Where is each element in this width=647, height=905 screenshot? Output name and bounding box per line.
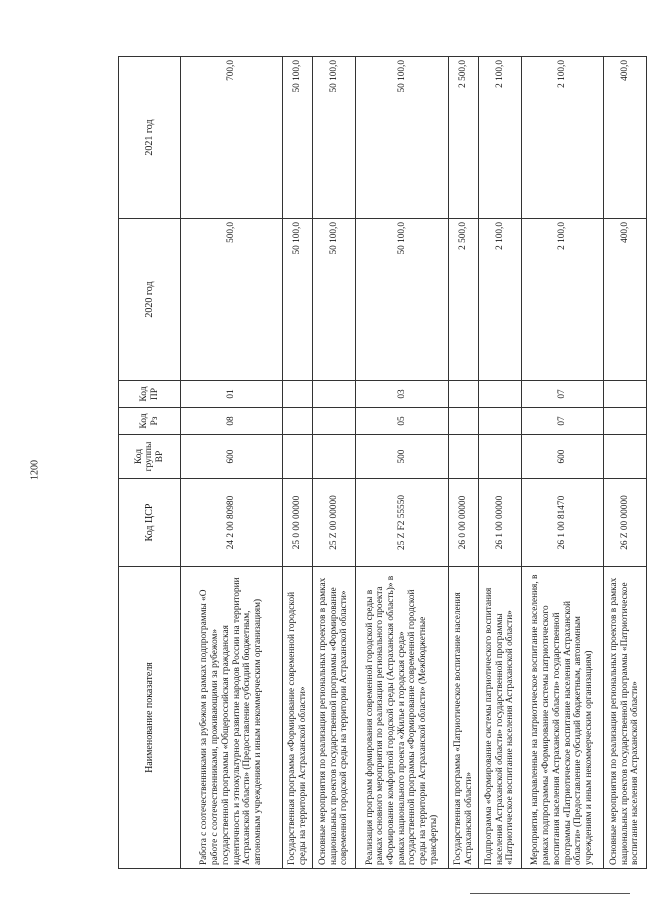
row-vr: 600 [522, 435, 604, 479]
row-name: Подпрограмма «Формирование системы патриотического воспитания населения Астраханской области» государственной программы «Патриотическое воспитание населения Астраханской области» [479, 567, 522, 869]
row-rz [313, 408, 356, 435]
row-2020: 500,0 [181, 219, 283, 381]
page-number: 1200 [29, 460, 41, 480]
row-2021: 700,0 [181, 57, 283, 219]
table-row [449, 57, 479, 869]
row-pr [449, 381, 479, 408]
row-name: Основные мероприятия по реализации региональных проектов в рамках национальных проектов государственной программы «Формирование современной городской среды на территории Астраханской области» [313, 567, 356, 869]
rotated-table-container [118, 57, 641, 869]
header-csr: Код ЦСР [119, 479, 181, 567]
row-2021: 50 100,0 [356, 57, 449, 219]
row-csr: 26 1 00 81470 [522, 479, 604, 567]
row-csr: 25 Z F2 55550 [356, 479, 449, 567]
header-rz: Код Рз [119, 408, 181, 435]
row-rz [604, 408, 647, 435]
row-csr: 25 0 00 00000 [283, 479, 313, 567]
header-pr: Код ПР [119, 381, 181, 408]
table-row [356, 57, 449, 869]
row-2021: 2 100,0 [522, 57, 604, 219]
row-pr [283, 381, 313, 408]
row-name: Мероприятия, направленные на патриотическое воспитание населения, в рамках подпрограммы «Формирование системы патриотического воспитания населения Астраханской области» государственной программы «Патриотическое воспитание населения Астраханской области» (Предоставление субсидий бюджетным, автономным учреждениям и иным некоммерческим организациям) [522, 567, 604, 869]
row-name: Государственная программа «Формирование современной городской среды на территории Астраханской области» [283, 567, 313, 869]
row-rz [449, 408, 479, 435]
row-pr: 01 [181, 381, 283, 408]
header-vr: Код группы ВР [119, 435, 181, 479]
row-2020: 50 100,0 [313, 219, 356, 381]
row-vr: 500 [356, 435, 449, 479]
row-csr: 25 Z 00 00000 [313, 479, 356, 567]
row-2021: 2 500,0 [449, 57, 479, 219]
row-csr: 26 Z 00 00000 [604, 479, 647, 567]
row-vr [479, 435, 522, 479]
row-2021: 50 100,0 [283, 57, 313, 219]
row-rz [283, 408, 313, 435]
row-name: Государственная программа «Патриотическое воспитание населения Астраханской области» [449, 567, 479, 869]
row-rz: 07 [522, 408, 604, 435]
table-row [522, 57, 604, 869]
table-header-row [119, 57, 181, 869]
table-row [604, 57, 647, 869]
row-rz [479, 408, 522, 435]
row-2020: 50 100,0 [283, 219, 313, 381]
row-2020: 2 100,0 [522, 219, 604, 381]
row-pr [479, 381, 522, 408]
row-vr [283, 435, 313, 479]
header-2020: 2020 год [119, 219, 181, 381]
row-pr: 07 [522, 381, 604, 408]
budget-table [118, 56, 647, 869]
row-name: Работа с соотечественниками за рубежом в рамках подпрограммы «О работе с соотечественниками, проживающими за рубежом» государственной программы «Общероссийская гражданская идентичность и этнокультурное развитие народов России на территории Астраханской области» (Предоставление субсидий бюджетным, автономным учреждениям и иным некоммерческим организациям) [181, 567, 283, 869]
row-name: Реализация программ формирования современной городской среды в рамках основного мероприятия по реализации регионального проекта «Формирование комфортной городской среды (Астраханская область)» в рамках национального проекта «Жилье и городская среда» государственной программы «Формирование современной городской среды на территории Астраханской области» (Межбюджетные трансферты) [356, 567, 449, 869]
row-rz: 08 [181, 408, 283, 435]
row-rz: 05 [356, 408, 449, 435]
header-name: Наименование показателя [119, 567, 181, 869]
row-csr: 24 2 00 80980 [181, 479, 283, 567]
row-vr [604, 435, 647, 479]
row-2020: 2 100,0 [479, 219, 522, 381]
table-row [313, 57, 356, 869]
row-2020: 2 500,0 [449, 219, 479, 381]
header-2021: 2021 год [119, 57, 181, 219]
row-2021: 2 100,0 [479, 57, 522, 219]
row-csr: 26 1 00 00000 [479, 479, 522, 567]
row-2021: 400,0 [604, 57, 647, 219]
row-vr [449, 435, 479, 479]
table-row [181, 57, 283, 869]
row-name: Основные мероприятия по реализации региональных проектов в рамках национальных проектов государственной программы «Патриотическое воспитание населения Астраханской области» [604, 567, 647, 869]
row-2020: 50 100,0 [356, 219, 449, 381]
table-row [283, 57, 313, 869]
row-pr: 03 [356, 381, 449, 408]
row-2020: 400,0 [604, 219, 647, 381]
row-pr [604, 381, 647, 408]
table-row [479, 57, 522, 869]
row-vr [313, 435, 356, 479]
scan-edge-line [470, 893, 630, 894]
row-pr [313, 381, 356, 408]
row-2021: 50 100,0 [313, 57, 356, 219]
row-vr: 600 [181, 435, 283, 479]
row-csr: 26 0 00 00000 [449, 479, 479, 567]
